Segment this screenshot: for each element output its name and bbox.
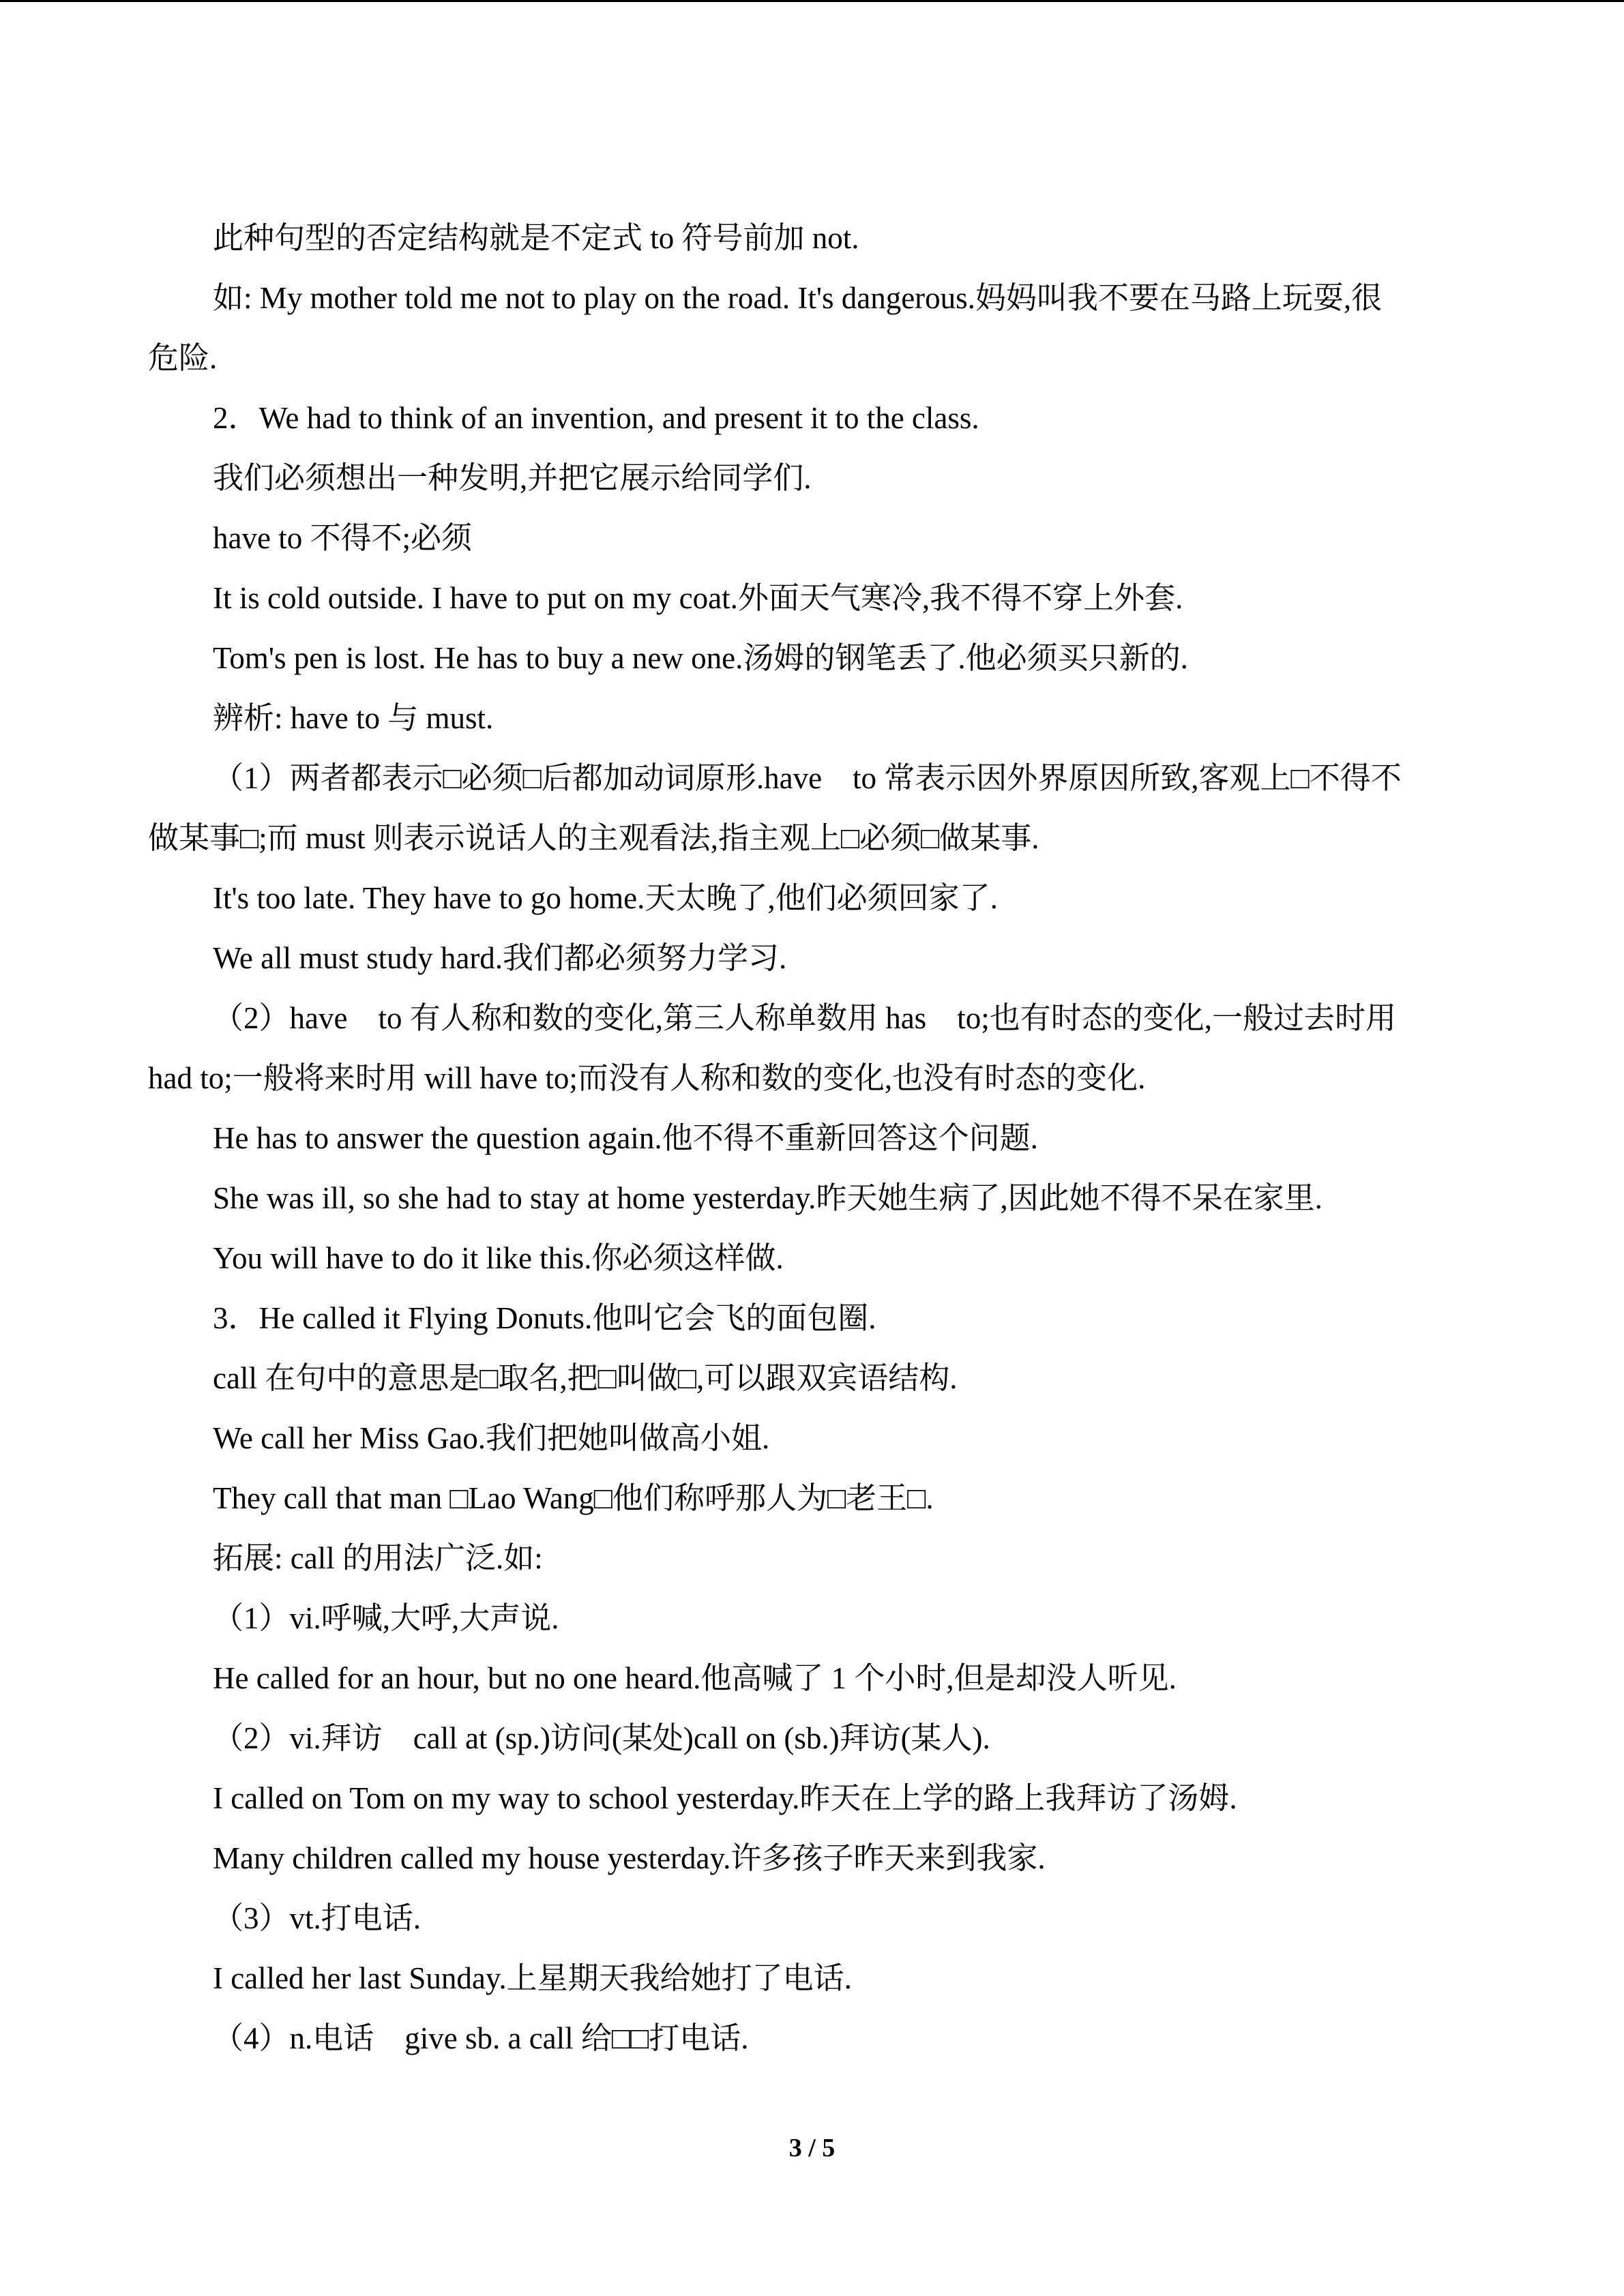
example-sentence: Many children called my house yesterday.许多孩子昨天来到我家.	[213, 1841, 1046, 1875]
paragraph-line: （4）n.电话 give sb. a call 给□□打电话.	[213, 2021, 749, 2055]
example-sentence: You will have to do it like this.你必须这样做.	[213, 1241, 784, 1275]
example-sentence: It is cold outside. I have to put on my coat.外面天气寒冷,我不得不穿上外套.	[213, 581, 1183, 615]
example-sentence: He has to answer the question again.他不得不重新回答这个问题.	[213, 1121, 1038, 1155]
example-sentence: Tom's pen is lost. He has to buy a new one.汤姆的钢笔丢了.他必须买只新的.	[213, 641, 1188, 675]
example-sentence: They call that man □Lao Wang□他们称呼那人为□老王□.	[213, 1481, 934, 1515]
paragraph-line: 如: My mother told me not to play on the road. It's dangerous.妈妈叫我不要在马路上玩耍,很	[213, 281, 1383, 315]
document-body	[148, 208, 1478, 2068]
paragraph-line: had to;一般将来时用 will have to;而没有人称和数的变化,也没有时态的变化.	[148, 1061, 1146, 1095]
example-sentence: He called for an hour, but no one heard.他高喊了 1 个小时,但是却没人听见.	[213, 1661, 1177, 1695]
paragraph-line: 我们必须想出一种发明,并把它展示给同学们.	[213, 461, 812, 495]
example-sentence: I called her last Sunday.上星期天我给她打了电话.	[213, 1961, 852, 1995]
paragraph-line: 做某事□;而 must 则表示说话人的主观看法,指主观上□必须□做某事.	[148, 821, 1039, 855]
page-top-border	[0, 0, 1624, 2]
paragraph-line: （1）两者都表示□必须□后都加动词原形.have to 常表示因外界原因所致,客观上□不得不	[213, 761, 1402, 795]
example-sentence: We call her Miss Gao.我们把她叫做高小姐.	[213, 1421, 770, 1455]
paragraph-line: 辨析: have to 与 must.	[213, 701, 494, 735]
example-sentence: It's too late. They have to go home.天太晚了,他们必须回家了.	[213, 881, 998, 915]
paragraph-line: （3）vt.打电话.	[213, 1901, 422, 1935]
paragraph-line: （2）have to 有人称和数的变化,第三人称单数用 has to;也有时态的变化,一般过去时用	[213, 1001, 1396, 1035]
paragraph-line: have to 不得不;必须	[213, 521, 472, 555]
example-sentence: She was ill, so she had to stay at home yesterday.昨天她生病了,因此她不得不呆在家里.	[213, 1181, 1323, 1215]
paragraph-line: （2）vi.拜访 call at (sp.)访问(某处)call on (sb.)拜访(某人).	[213, 1721, 990, 1755]
section-heading-3: 3．He called it Flying Donuts.他叫它会飞的面包圈.	[213, 1301, 876, 1335]
section-heading-2: 2．We had to think of an invention, and present it to the class.	[213, 401, 979, 435]
paragraph-line: （1）vi.呼喊,大呼,大声说.	[213, 1601, 559, 1635]
paragraph-line: call 在句中的意思是□取名,把□叫做□,可以跟双宾语结构.	[213, 1361, 958, 1395]
paragraph-line: 此种句型的否定结构就是不定式 to 符号前加 not.	[213, 221, 859, 255]
paragraph-line: 拓展: call 的用法广泛.如:	[213, 1541, 543, 1575]
example-sentence: We all must study hard.我们都必须努力学习.	[213, 941, 787, 975]
example-sentence: I called on Tom on my way to school yesterday.昨天在上学的路上我拜访了汤姆.	[213, 1781, 1237, 1815]
page-number: 3 / 5	[788, 2134, 836, 2162]
paragraph-line: 危险.	[148, 341, 218, 375]
